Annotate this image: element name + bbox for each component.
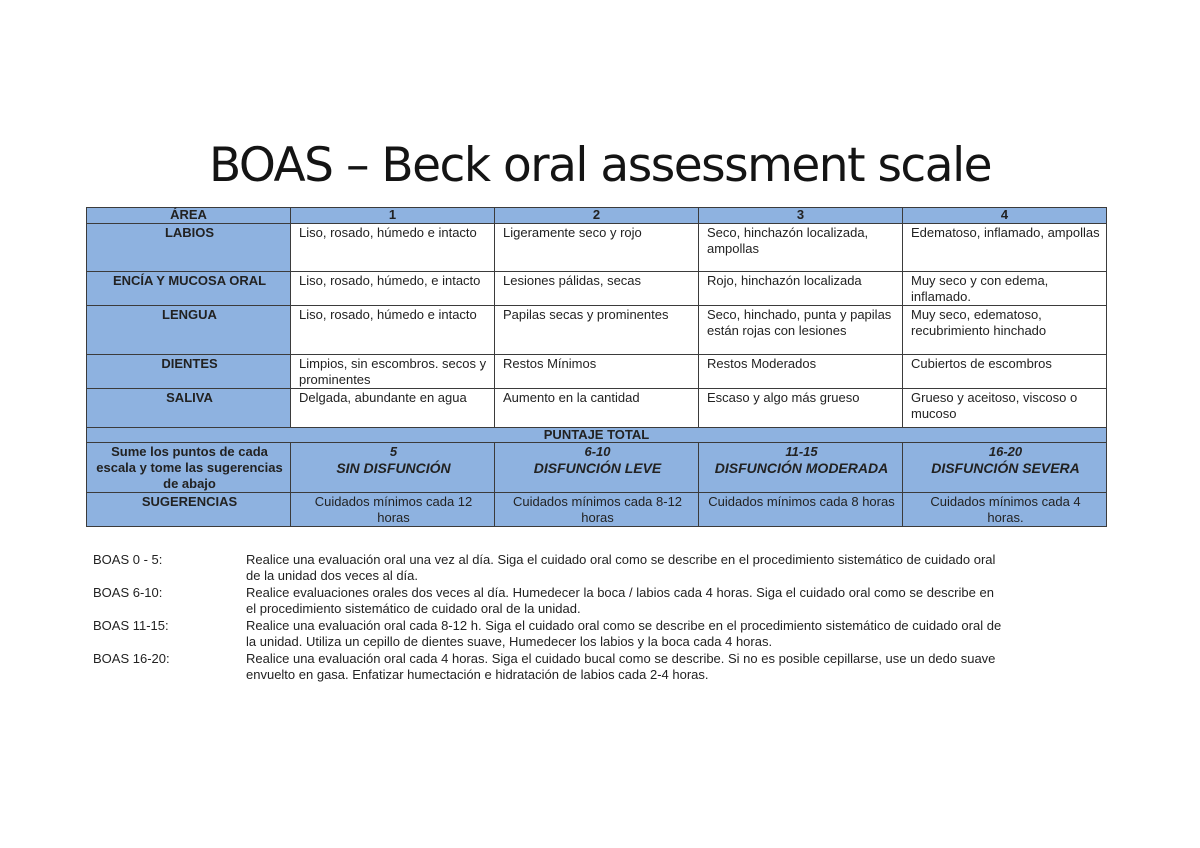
table-cell: Liso, rosado, húmedo, e intacto <box>291 272 495 306</box>
score-range: 5 <box>389 444 398 459</box>
score-cell <box>495 443 699 493</box>
boas-table <box>86 207 1107 527</box>
suggestion-cell: Cuidados mínimos cada 4 horas. <box>903 493 1107 527</box>
note-item <box>93 651 1093 683</box>
table-cell: Papilas secas y prominentes <box>495 306 699 355</box>
table-cell: Restos Moderados <box>699 355 903 389</box>
suggestions-row <box>87 493 1107 527</box>
score-level: DISFUNCIÓN SEVERA <box>931 460 1080 476</box>
area-label: SALIVA <box>87 389 291 428</box>
note-item <box>93 618 1093 650</box>
note-label: BOAS 11-15: <box>93 618 169 633</box>
table-row <box>87 272 1107 306</box>
area-label: DIENTES <box>87 355 291 389</box>
header-cell-2: 2 <box>495 208 699 224</box>
area-label: LENGUA <box>87 306 291 355</box>
table-row <box>87 355 1107 389</box>
suggestion-cell: Cuidados mínimos cada 8 horas <box>699 493 903 527</box>
score-level: DISFUNCIÓN MODERADA <box>714 460 889 476</box>
table-cell: Delgada, abundante en agua <box>291 389 495 428</box>
score-cell <box>903 443 1107 493</box>
note-text: Realice evaluaciones orales dos veces al día. Humedecer la boca / labios cada 4 horas. Siga el cuidado oral como se describe en el procedimiento sistemático de cuidado oral de la unidad. <box>246 585 994 616</box>
table-cell: Limpios, sin escombros. secos y prominentes <box>291 355 495 389</box>
note-item <box>93 552 1093 584</box>
score-range: 16-20 <box>988 444 1023 459</box>
total-label: PUNTAJE TOTAL <box>87 428 1107 443</box>
table-cell: Edematoso, inflamado, ampollas <box>903 224 1107 272</box>
note-text: Realice una evaluación oral cada 8-12 h. Siga el cuidado oral como se describe en el procedimiento sistemático de cuidado oral de la unidad. Utiliza un cepillo de dientes suave, Humedecer los labios y la boca cada 4 horas. <box>246 618 1002 649</box>
header-row <box>87 208 1107 224</box>
header-cell-1: 1 <box>291 208 495 224</box>
note-label: BOAS 0 - 5: <box>93 552 163 567</box>
score-level: SIN DISFUNCIÓN <box>336 460 451 476</box>
table-cell: Restos Mínimos <box>495 355 699 389</box>
note-label: BOAS 16-20: <box>93 651 170 666</box>
total-row <box>87 428 1107 443</box>
table-cell: Liso, rosado, húmedo e intacto <box>291 224 495 272</box>
table-cell: Grueso y aceitoso, viscoso o mucoso <box>903 389 1107 428</box>
table-cell: Lesiones pálidas, secas <box>495 272 699 306</box>
table-cell: Cubiertos de escombros <box>903 355 1107 389</box>
header-cell-area: ÁREA <box>87 208 291 224</box>
table-row <box>87 389 1107 428</box>
note-text: Realice una evaluación oral cada 4 horas. Siga el cuidado bucal como se describe. Si no es posible cepillarse, use un dedo suave envuelto en gasa. Enfatizar humectación e hidratación de labios cada 2-4 horas. <box>246 651 996 682</box>
note-item <box>93 585 1093 617</box>
score-instruction: Sume los puntos de cada escala y tome las sugerencias de abajo <box>87 443 291 493</box>
table-cell: Muy seco, edematoso, recubrimiento hinchado <box>903 306 1107 355</box>
table-cell: Rojo, hinchazón localizada <box>699 272 903 306</box>
area-label: ENCÍA Y MUCOSA ORAL <box>87 272 291 306</box>
page-title: BOAS – Beck oral assessment scale <box>208 138 992 193</box>
table-cell: Escaso y algo más grueso <box>699 389 903 428</box>
area-label: LABIOS <box>87 224 291 272</box>
table-cell: Muy seco y con edema, inflamado. <box>903 272 1107 306</box>
table-cell: Ligeramente seco y rojo <box>495 224 699 272</box>
score-row <box>87 443 1107 493</box>
score-cell <box>291 443 495 493</box>
table-row <box>87 306 1107 355</box>
table-row <box>87 224 1107 272</box>
score-range: 6-10 <box>584 444 611 459</box>
header-cell-3: 3 <box>699 208 903 224</box>
table-cell: Seco, hinchazón localizada, ampollas <box>699 224 903 272</box>
score-cell <box>699 443 903 493</box>
table-cell: Aumento en la cantidad <box>495 389 699 428</box>
score-level: DISFUNCIÓN LEVE <box>533 460 662 476</box>
table-cell: Liso, rosado, húmedo e intacto <box>291 306 495 355</box>
score-range: 11-15 <box>785 444 818 459</box>
note-label: BOAS 6-10: <box>93 585 163 600</box>
suggestions-label: SUGERENCIAS <box>87 493 291 527</box>
suggestion-cell: Cuidados mínimos cada 8-12 horas <box>495 493 699 527</box>
table-cell: Seco, hinchado, punta y papilas están rojas con lesiones <box>699 306 903 355</box>
note-text: Realice una evaluación oral una vez al día. Siga el cuidado oral como se describe en el procedimiento sistemático de cuidado oral de la unidad dos veces al día. <box>246 552 996 583</box>
suggestion-cell: Cuidados mínimos cada 12 horas <box>291 493 495 527</box>
boas-notes <box>93 552 1093 684</box>
header-cell-4: 4 <box>903 208 1107 224</box>
